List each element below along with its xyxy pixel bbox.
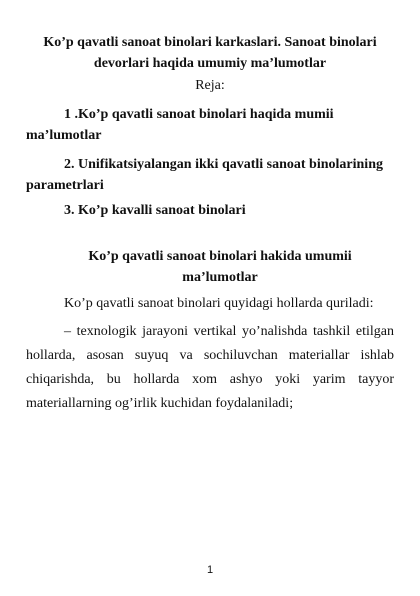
plan-heading: Reja: bbox=[195, 78, 225, 93]
paragraph-intro: Ko’p qavatli sanoat binolari quyidagi hollarda quriladi: bbox=[64, 296, 374, 311]
page-number: 1 bbox=[206, 564, 214, 576]
section-heading: Ko’p qavatli sanoat binolari hakida umumii ma’lumotlar bbox=[88, 249, 352, 285]
paragraph-body: – texnologik jarayoni vertikal yo’nalishda tashkil etilgan hollarda, asosan suyuq va sochiluvchan materiallar ishlab chiqarishda, bu hollarda xom ashyo yoki yarim tayyor materiallarning og’irlik kuchidan foydalaniladi; bbox=[26, 324, 394, 411]
document-title: Ko’p qavatli sanoat binolari karkaslari. Sanoat binolari devorlari haqida umumiy ma’lumotlar bbox=[43, 35, 377, 71]
plan-item-1: 1 .Ko’p qavatli sanoat binolari haqida mumii ma’lumotlar bbox=[26, 107, 334, 143]
plan-item-2: 2. Unifikatsiyalangan ikki qavatli sanoat binolarining parametrlari bbox=[26, 157, 383, 193]
plan-item-3: 3. Ko’p kavalli sanoat binolari bbox=[64, 203, 246, 218]
